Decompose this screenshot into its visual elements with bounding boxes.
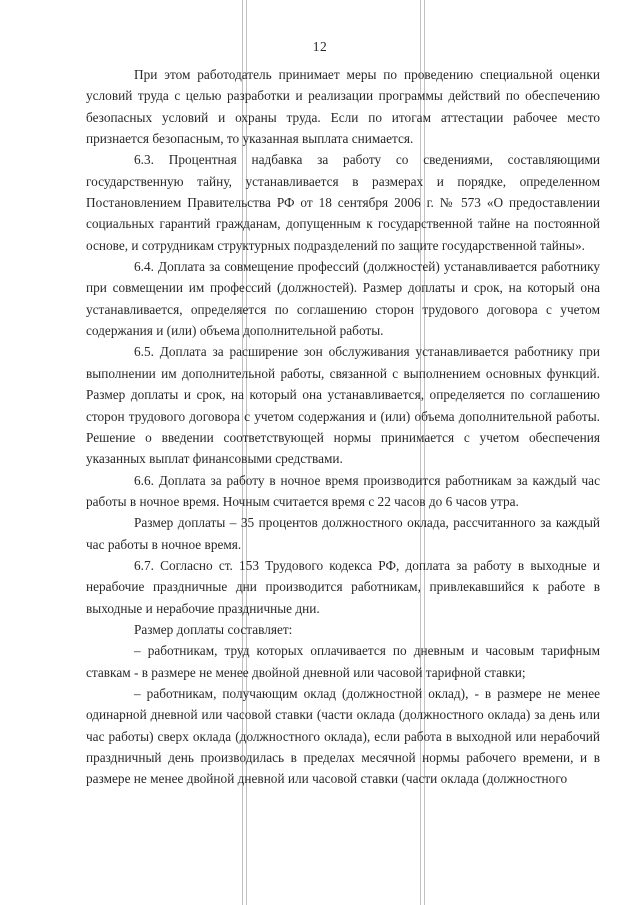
paragraph-6-4: 6.4. Доплата за совмещение профессий (должностей) устанавливается работнику при совмещении им профессий (должностей). Размер доплаты и срок, на который она устанавливается, определяется по соглашению сторон трудового договора с учетом содержания и (или) объема дополнительной работы. <box>86 259 600 339</box>
list-item-salary-workers: – работникам, получающим оклад (должностной оклад), - в размере не менее одинарной дневной или часовой ставки (части оклада (должностного оклада) за день или час работы) сверх оклада (должностного оклада), если работа в выходной или нерабочий праздничный день производилась в пределах месячной нормы рабочего времени, и в размере не менее двойной дневной или часовой ставки (части оклада (должностного <box>86 685 600 787</box>
paragraph-6-3: 6.3. Процентная надбавка за работу со сведениями, составляющими государственную тайну, устанавливается в размерах и порядке, определенном Постановлением Правительства РФ от 18 сентября 2006 г. № 573 «О предоставлении социальных гарантий гражданам, допущенным к государственной тайне на постоянной основе, и сотрудникам структурных подразделений по защите государственной тайны». <box>86 152 600 253</box>
paragraph-intro: При этом работодатель принимает меры по проведению специальной оценки условий труда с целью разработки и реализации программы действий по обеспечению безопасных условий и охраны труда. Если по итогам аттестации рабочее место признается безопасным, то указанная выплата снимается. <box>86 67 600 147</box>
document-body <box>86 64 600 790</box>
paragraph-6-5: 6.5. Доплата за расширение зон обслуживания устанавливается работнику при выполнении им дополнительной работы, связанной с выполнением основных функций. Размер доплаты и срок, на который она устанавливается, определяется по соглашению сторон трудового договора с учетом содержания и (или) объема дополнительной работы. Решение о введении соответствующей нормы принимается с учетом обеспечения указанных выплат финансовыми средствами. <box>86 344 600 467</box>
list-item-tariff-workers: – работникам, труд которых оплачивается по дневным и часовым тарифным ставкам - в размере не менее двойной дневной или часовой тарифной ставки; <box>86 643 600 680</box>
paragraph-6-6: 6.6. Доплата за работу в ночное время производится работникам за каждый час работы в ночное время. Ночным считается время с 22 часов до 6 часов утра. <box>86 472 600 509</box>
paragraph-rate-heading: Размер доплаты составляет: <box>134 621 293 637</box>
page-number: 12 <box>312 39 328 54</box>
paragraph-6-7: 6.7. Согласно ст. 153 Трудового кодекса РФ, доплата за работу в выходные и нерабочие праздничные дни производится работникам, привлекавшийся к работе в выходные и нерабочие праздничные дни. <box>86 557 600 616</box>
paragraph-night-rate: Размер доплаты – 35 процентов должностного оклада, рассчитанного за каждый час работы в ночное время. <box>86 515 600 552</box>
